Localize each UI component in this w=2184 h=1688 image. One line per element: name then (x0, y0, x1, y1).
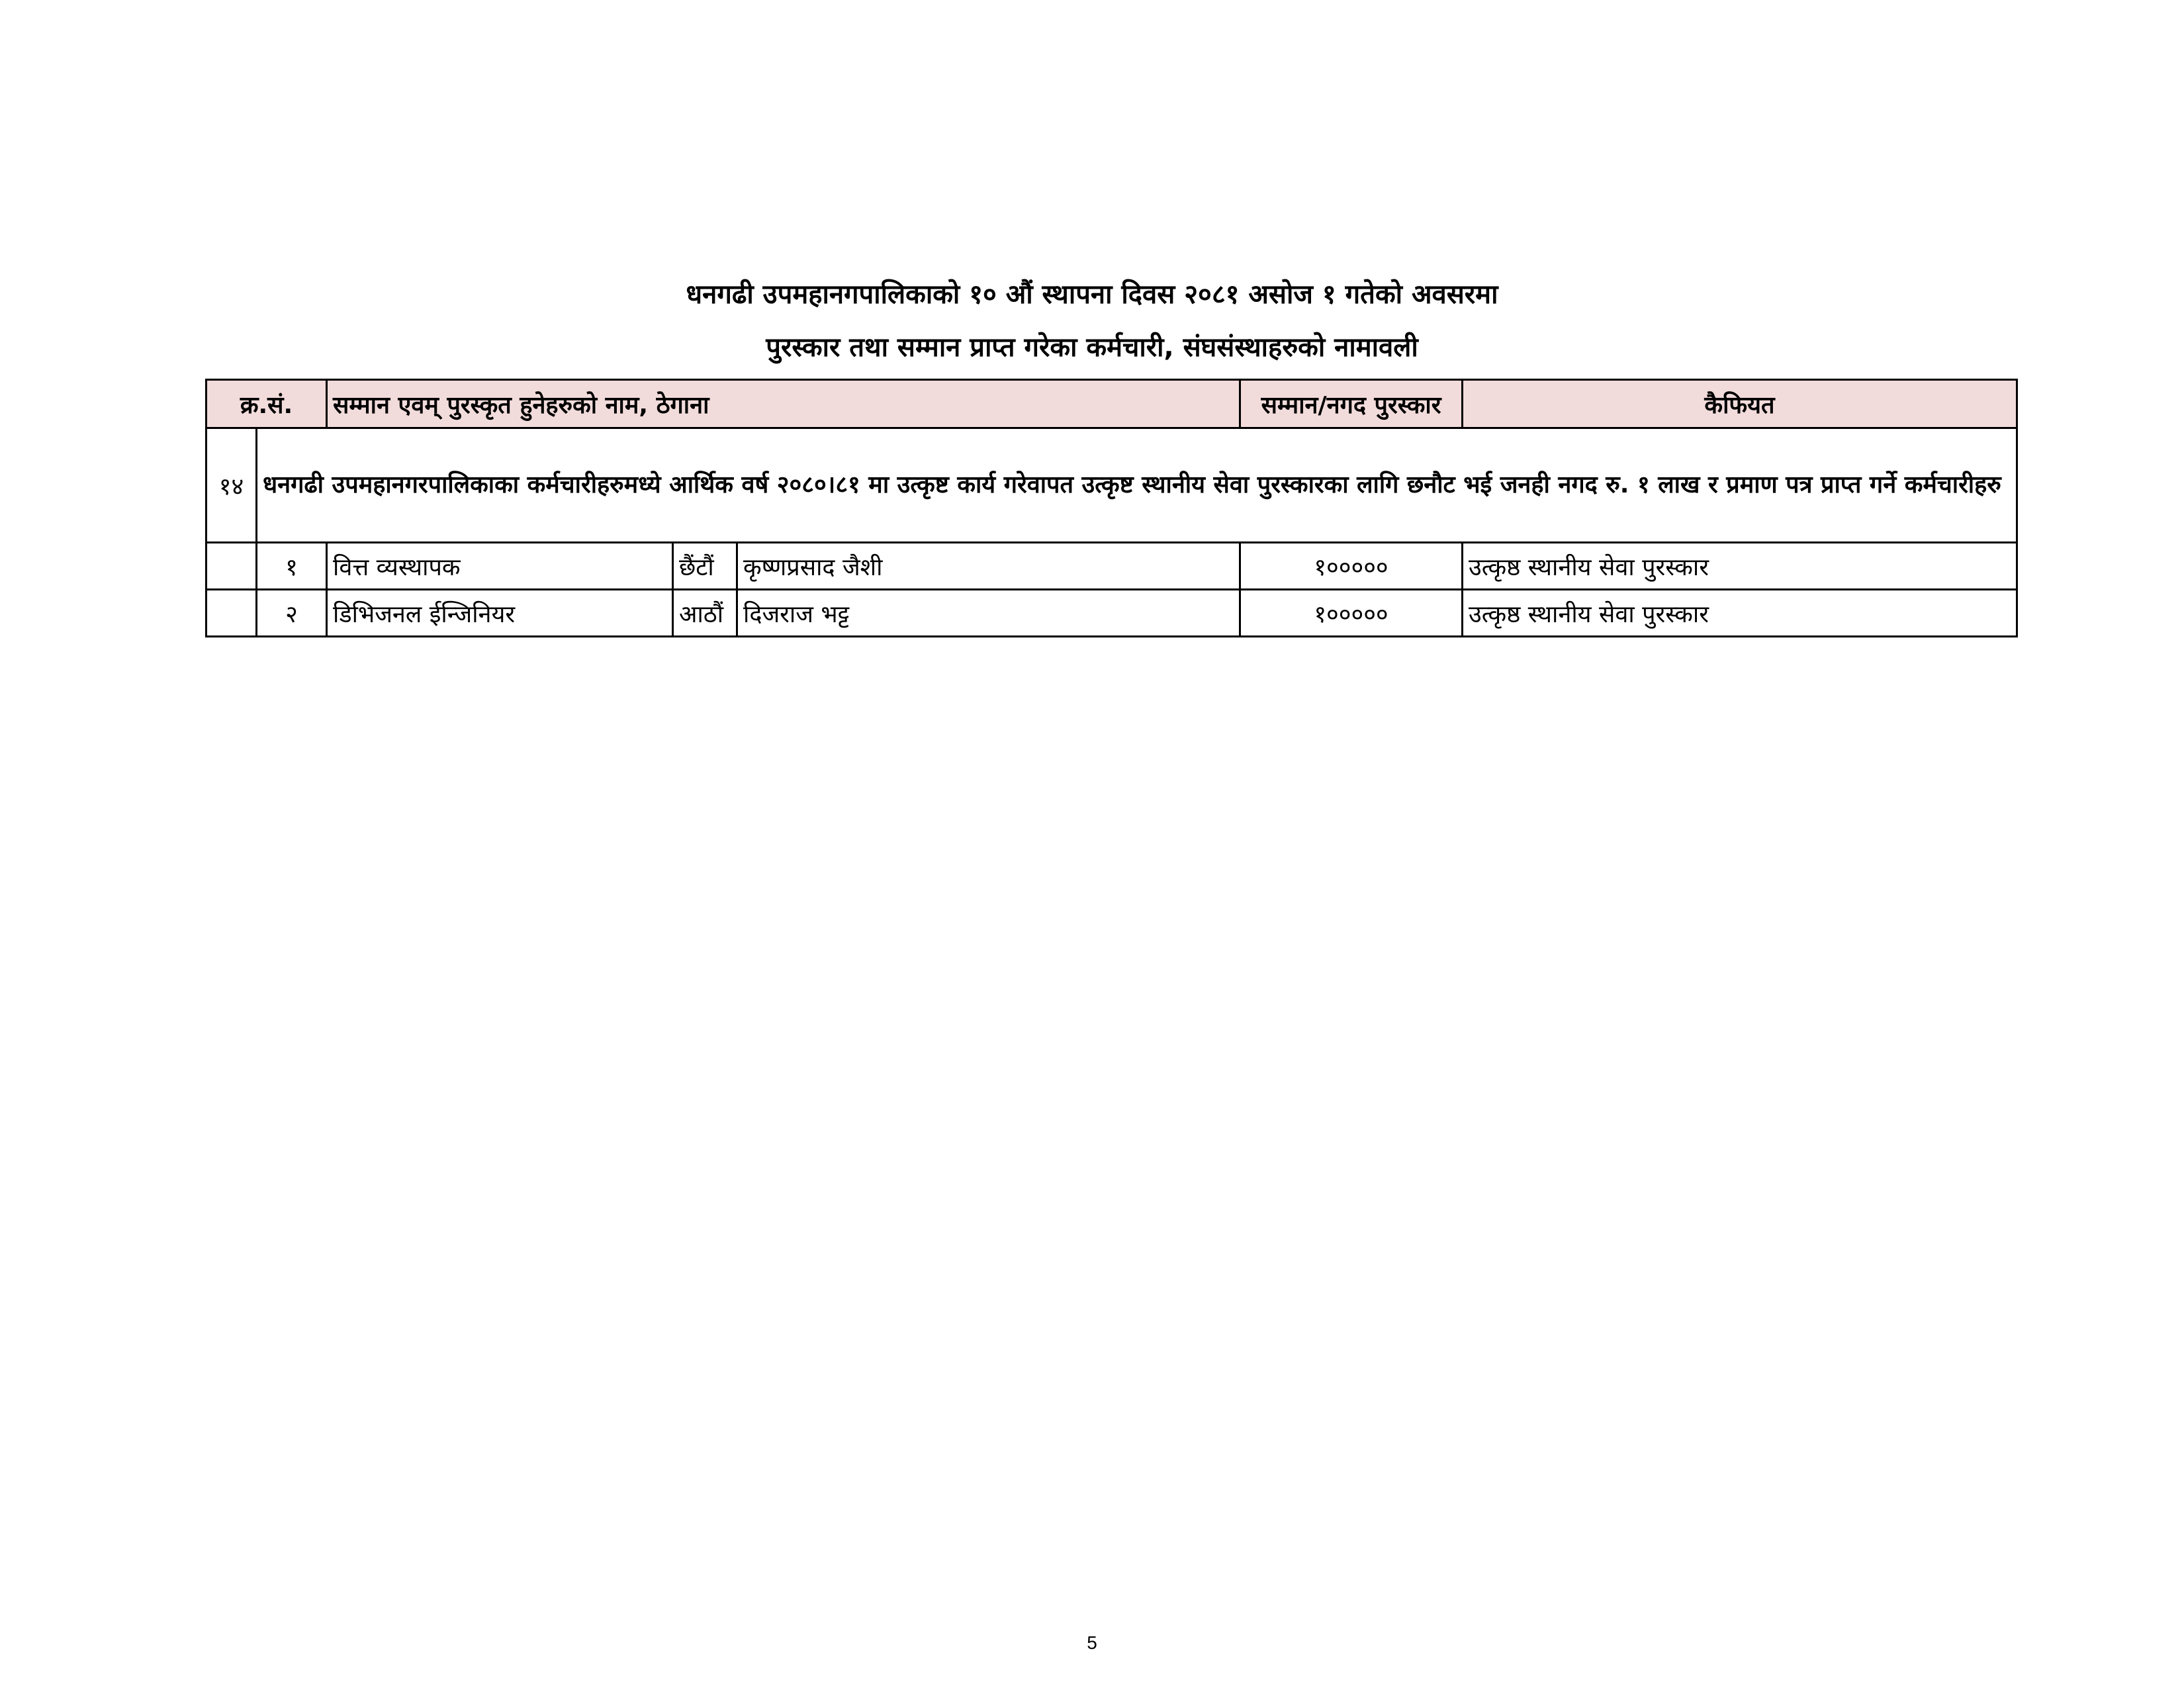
row-empty-cell (206, 543, 257, 590)
row-remarks: उत्कृष्ठ स्थानीय सेवा पुरस्कार (1463, 590, 2017, 637)
row-serial: २ (257, 590, 327, 637)
page-number: 5 (1087, 1632, 1097, 1653)
header-serial: क्र.सं. (206, 380, 327, 428)
table-header-row (206, 380, 2017, 428)
row-amount: १००००० (1240, 543, 1463, 590)
row-level: छैंटौं (673, 543, 737, 590)
header-remarks: कैफियत (1463, 380, 2017, 428)
row-remarks: उत्कृष्ठ स्थानीय सेवा पुरस्कार (1463, 543, 2017, 590)
row-position: डिभिजनल ईन्जिनियर (327, 590, 673, 637)
row-position: वित्त व्यस्थापक (327, 543, 673, 590)
row-serial: १ (257, 543, 327, 590)
awards-table (205, 379, 2018, 637)
table-row (206, 543, 2017, 590)
header-cash-award: सम्मान/नगद पुरस्कार (1240, 380, 1463, 428)
document-title-line-2: पुरस्कार तथा सम्मान प्राप्त गरेका कर्मचारी, संघसंस्थाहरुको नामावली (766, 332, 1418, 363)
row-name: दिजराज भट्ट (737, 590, 1240, 637)
row-name: कृष्णप्रसाद जैशी (737, 543, 1240, 590)
row-empty-cell (206, 590, 257, 637)
header-name-address: सम्मान एवम् पुरस्कृत हुनेहरुको नाम, ठेगाना (327, 380, 1240, 428)
document-title-line-1: धनगढी उपमहानगपालिकाको १० औं स्थापना दिवस २०८१ असोज १ गतेको अवसरमा (686, 279, 1498, 310)
group-row (206, 428, 2017, 543)
table-row (206, 590, 2017, 637)
group-description: धनगढी उपमहानगरपालिकाका कर्मचारीहरुमध्ये आर्थिक वर्ष २०८०।८१ मा उत्कृष्ट कार्य गरेवापत उत्कृष्ट स्थानीय सेवा पुरस्कारका लागि छनौट भई जनही नगद रु. १ लाख र प्रमाण पत्र प्राप्त गर्ने कर्मचारीहरु (257, 428, 2017, 543)
row-level: आठौं (673, 590, 737, 637)
group-number: १४ (206, 428, 257, 543)
row-amount: १००००० (1240, 590, 1463, 637)
